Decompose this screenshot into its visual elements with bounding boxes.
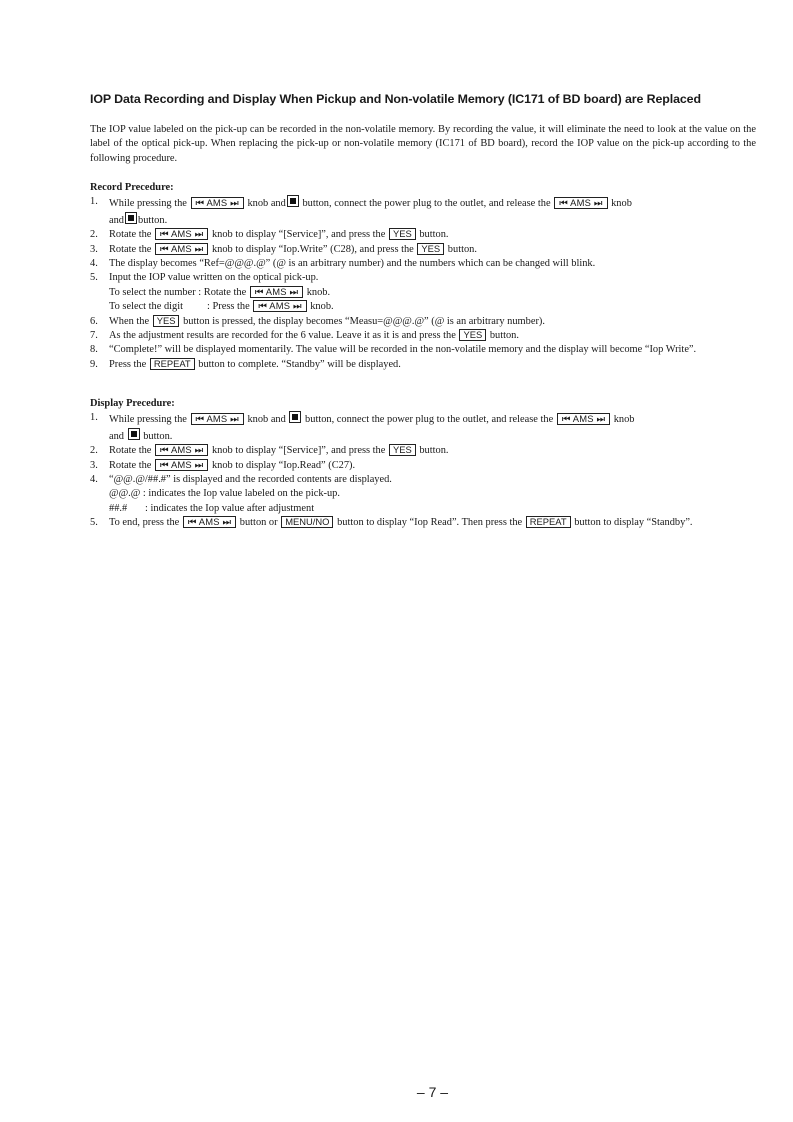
stop-square-icon	[128, 428, 140, 440]
step-text-part: button.	[419, 445, 449, 457]
display-step-4	[90, 473, 756, 516]
step-text-part: : indicates the Iop value after adjustment	[145, 502, 315, 514]
step-text-part: knob.	[310, 301, 334, 313]
step-text-part: While pressing the	[109, 414, 187, 426]
record-step-3	[90, 243, 756, 257]
step-text-part: Rotate the	[109, 243, 152, 255]
step-number: 9.	[90, 358, 98, 370]
step-number: 2.	[90, 229, 98, 241]
step-text-part: knob.	[306, 286, 331, 298]
step-text-part: knob to display “Iop.Write” (C28), and press the	[211, 243, 414, 255]
display-step-2	[90, 444, 756, 458]
stop-square-icon	[289, 411, 301, 423]
ams-knob-key: ⏮ AMS ⏭	[183, 516, 236, 528]
step-text	[109, 243, 756, 257]
yes-button-key: YES	[389, 228, 416, 240]
step-text	[109, 516, 756, 530]
step-text-part: To select the digit	[109, 301, 184, 313]
step-text-part: button to display “Standby”.	[574, 517, 693, 529]
step-text	[109, 459, 756, 473]
record-step-6	[90, 315, 756, 329]
step-text-part: knob to display “Iop.Read” (C27).	[211, 459, 356, 471]
step-text-part: Rotate the	[109, 459, 152, 471]
step-text-part: button to complete. “Standby” will be displayed.	[198, 358, 401, 370]
step-text	[109, 271, 756, 314]
step-number: 5.	[90, 272, 98, 284]
step-number: 1.	[90, 196, 98, 208]
step-text-part: “@@.@/##.#” is displayed and the recorded contents are displayed.	[109, 474, 392, 486]
stop-square-icon	[125, 212, 137, 224]
step-text-part: button, connect the power plug to the outlet, and release the	[305, 414, 554, 426]
step-number: 3.	[90, 243, 98, 255]
step-text	[109, 473, 756, 516]
display-heading: Display Precedure:	[90, 398, 175, 409]
step-text-part: While pressing the	[109, 198, 187, 210]
section-title: IOP Data Recording and Display When Pickup and Non-volatile Memory (IC171 of BD board) are Replaced	[90, 92, 701, 106]
record-procedure	[90, 181, 756, 372]
step-text-part: Rotate the	[109, 229, 152, 241]
repeat-button-key: REPEAT	[150, 358, 195, 370]
step-text-part: button to display “Iop Read”. Then press the	[337, 517, 523, 529]
yes-button-key: YES	[389, 444, 416, 456]
step-text-part: @@.@ : indicates the Iop value labeled on the pick-up.	[109, 488, 340, 500]
record-step-9	[90, 358, 756, 372]
ams-knob-key: ⏮ AMS ⏭	[155, 444, 208, 456]
step-text-part: When the	[109, 315, 150, 327]
record-step-2	[90, 228, 756, 242]
step-text-part: Press the	[109, 358, 147, 370]
step-text-part: To select the number : Rotate the	[109, 286, 247, 298]
record-step-1	[90, 195, 756, 228]
step-text-part: knob	[611, 198, 632, 210]
step-text	[109, 329, 756, 343]
step-text-part: knob	[613, 414, 635, 426]
ams-knob-key: ⏮ AMS ⏭	[191, 197, 244, 209]
step-text	[109, 358, 756, 372]
ams-knob-key: ⏮ AMS ⏭	[155, 243, 208, 255]
step-text-part: ##.#	[109, 502, 128, 514]
ams-knob-key: ⏮ AMS ⏭	[557, 413, 610, 425]
step-text	[109, 195, 756, 228]
step-number: 8.	[90, 344, 98, 356]
display-procedure	[90, 397, 756, 531]
step-text-part: knob and	[247, 414, 286, 426]
step-text-part: : Press the	[207, 301, 250, 313]
step-text-part: button.	[419, 229, 449, 241]
step-number: 3.	[90, 459, 98, 471]
repeat-button-key: REPEAT	[526, 516, 571, 528]
ams-knob-key: ⏮ AMS ⏭	[253, 300, 306, 312]
step-text-part: and	[109, 214, 125, 226]
menu-no-button-key: MENU/NO	[281, 516, 333, 528]
step-text: “Complete!” will be displayed momentarily. The value will be recorded in the non-volatile memory and the display will become “Iop Write”.	[109, 344, 697, 356]
step-text	[109, 228, 756, 242]
step-text-part: button.	[138, 214, 168, 226]
ams-knob-key: ⏮ AMS ⏭	[155, 459, 208, 471]
yes-button-key: YES	[417, 243, 444, 255]
step-text-part: button or	[239, 517, 278, 529]
step-text-part: knob and	[247, 198, 286, 210]
ams-knob-key: ⏮ AMS ⏭	[554, 197, 607, 209]
step-text-part: knob to display “[Service]”, and press the	[211, 445, 386, 457]
step-text: The display becomes “Ref=@@@.@” (@ is an arbitrary number) and the numbers which can be changed will blink.	[109, 258, 596, 270]
step-text-part: button, connect the power plug to the outlet, and release the	[302, 198, 551, 210]
step-text-part: and	[109, 430, 125, 442]
step-number: 6.	[90, 315, 98, 327]
step-number: 4.	[90, 474, 98, 486]
step-number: 1.	[90, 412, 98, 424]
yes-button-key: YES	[459, 329, 486, 341]
display-step-3	[90, 459, 756, 473]
display-step-1	[90, 411, 756, 444]
record-heading: Record Precedure:	[90, 182, 174, 193]
ams-knob-key: ⏮ AMS ⏭	[250, 286, 303, 298]
record-step-5	[90, 271, 756, 314]
record-step-7	[90, 329, 756, 343]
record-step-8	[90, 343, 756, 357]
step-text-part: Input the IOP value written on the optical pick-up.	[109, 272, 319, 284]
step-text	[109, 444, 756, 458]
record-step-4	[90, 257, 756, 271]
step-number: 5.	[90, 517, 98, 529]
step-text-part: button.	[143, 430, 173, 442]
step-text-part: As the adjustment results are recorded for the 6 value. Leave it as it is and press the	[109, 330, 456, 342]
step-number: 2.	[90, 445, 98, 457]
step-text	[109, 411, 756, 444]
step-text	[109, 315, 756, 329]
ams-knob-key: ⏮ AMS ⏭	[155, 228, 208, 240]
step-text-part: knob to display “[Service]”, and press the	[211, 229, 386, 241]
step-text-part: button.	[447, 243, 477, 255]
step-number: 7.	[90, 330, 98, 342]
step-text-part: button.	[489, 330, 519, 342]
display-step-5	[90, 516, 756, 530]
stop-square-icon	[287, 195, 299, 207]
step-number: 4.	[90, 258, 98, 270]
ams-knob-key: ⏮ AMS ⏭	[191, 413, 244, 425]
step-text-part: To end, press the	[109, 517, 180, 529]
yes-button-key: YES	[153, 315, 180, 327]
page-number: – 7 –	[416, 1084, 449, 1100]
intro-paragraph: The IOP value labeled on the pick-up can be recorded in the non-volatile memory. By recording the value, it will eliminate the need to look at the value on the label of the optical pick-up. When replacing the pick-up or non-volatile memory (IC171 of BD board), record the IOP value on the pick-up according to the following procedure.	[90, 124, 756, 164]
step-text-part: Rotate the	[109, 445, 152, 457]
step-text-part: button is pressed, the display becomes “Measu=@@@.@” (@ is an arbitrary number).	[183, 315, 545, 327]
